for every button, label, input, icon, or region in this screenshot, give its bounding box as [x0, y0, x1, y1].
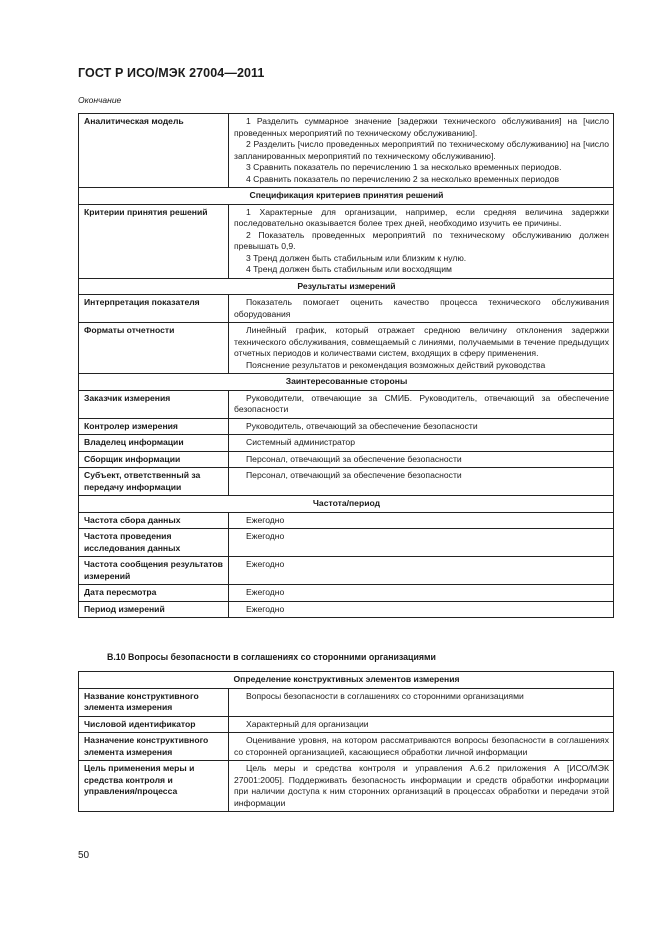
paragraph: Руководитель, отвечающий за обеспечение безопасности	[246, 420, 478, 431]
paragraph: Вопросы безопасности в соглашениях со сторонними организациями	[246, 690, 524, 701]
section-row	[79, 672, 614, 689]
document-header: ГОСТ Р ИСО/МЭК 27004—2011	[78, 66, 265, 80]
paragraph: Персонал, отвечающий за обеспечение безопасности	[246, 453, 462, 464]
table-row	[79, 557, 614, 585]
section-row	[79, 188, 614, 205]
section-row	[79, 278, 614, 295]
frequency-value	[229, 585, 614, 602]
stakeholder-label: Субъект, ответственный за передачу информации	[79, 468, 229, 496]
paragraph: Линейный график, который отражает среднюю величину отклонения задержки технического обслуживания, совмещаемый с линиями, получаемыми в течение предыдущих отчетных периодов и количествами систем, входящих в сферу применения.	[234, 325, 609, 358]
stakeholder-value	[229, 468, 614, 496]
paragraph: Характерный для организации	[246, 718, 369, 729]
construct-label: Цель применения меры и средства контроля и управления/процесса	[79, 761, 229, 812]
table-row	[79, 204, 614, 278]
frequency-value	[229, 512, 614, 529]
section-row	[79, 496, 614, 513]
section-decision-criteria: Спецификация критериев принятия решений	[79, 188, 614, 205]
paragraph: Оценивание уровня, на котором рассматриваются вопросы безопасности в соглашениях со сторонней организацией, касающиеся обработки личной информации	[234, 735, 609, 757]
frequency-value	[229, 557, 614, 585]
table-row	[79, 761, 614, 812]
construct-value	[229, 733, 614, 761]
table-row	[79, 585, 614, 602]
frequency-value	[229, 601, 614, 618]
section-stakeholders: Заинтересованные стороны	[79, 374, 614, 391]
stakeholder-value	[229, 435, 614, 452]
list-item: 3 Сравнить показатель по перечислению 1 за несколько временных периодов.	[246, 162, 562, 172]
paragraph: Персонал, отвечающий за обеспечение безопасности	[246, 470, 462, 480]
decision-criteria-label: Критерии принятия решений	[79, 204, 229, 278]
list-item: 4 Тренд должен быть стабильным или восходящим	[246, 264, 452, 274]
list-item: 2 Показатель проведенных мероприятий по техническому обслуживанию должен превышать 0,9.	[234, 229, 609, 251]
table-row	[79, 451, 614, 468]
table-row	[79, 529, 614, 557]
table-row	[79, 418, 614, 435]
stakeholder-label: Контролер измерения	[79, 418, 229, 435]
formats-value	[229, 323, 614, 374]
paragraph: Ежегодно	[246, 531, 285, 541]
analytic-model-label: Аналитическая модель	[79, 114, 229, 188]
analytic-model-value	[229, 114, 614, 188]
list-item: 3 Тренд должен быть стабильным или близким к нулю.	[246, 252, 467, 263]
stakeholder-label: Заказчик измерения	[79, 390, 229, 418]
section-b10-heading: В.10 Вопросы безопасности в соглашениях со сторонними организациями	[107, 652, 436, 662]
table-row	[79, 512, 614, 529]
paragraph: Ежегодно	[246, 587, 285, 597]
stakeholder-label: Владелец информации	[79, 435, 229, 452]
paragraph: Ежегодно	[246, 514, 285, 525]
paragraph: Ежегодно	[246, 603, 285, 614]
list-item: 4 Сравнить показатель по перечислению 2 за несколько временных периодов	[246, 173, 560, 184]
page-number: 50	[78, 850, 90, 861]
list-item: 1 Характерные для организации, например, если средняя величина задержки последовательно оказывается более трех дней, необходимо изучить ее причины.	[234, 206, 609, 228]
stakeholder-label: Сборщик информации	[79, 451, 229, 468]
construct-label: Числовой идентификатор	[79, 716, 229, 733]
construct-label: Название конструктивного элемента измерения	[79, 688, 229, 716]
list-item: 2 Разделить [число проведенных мероприятий по техническому обслуживанию] на [число запланированных мероприятий по техническому обслуживанию].	[234, 139, 609, 161]
frequency-value	[229, 529, 614, 557]
frequency-label: Частота проведения исследования данных	[79, 529, 229, 557]
construct-value	[229, 688, 614, 716]
paragraph: Пояснение результатов и рекомендация возможных действий руководства	[246, 359, 546, 370]
interpretation-value	[229, 295, 614, 323]
construct-value	[229, 761, 614, 812]
section-row	[79, 374, 614, 391]
section-results: Результаты измерений	[79, 278, 614, 295]
measure-table-b10	[78, 671, 614, 812]
list-item: 1 Разделить суммарное значение [задержки технического обслуживания] на [число проведенных мероприятий по техническому обслуживанию].	[234, 116, 609, 138]
paragraph: Цель меры и средства контроля и управления А.6.2 приложения А [ИСО/МЭК 27001:2005]. Поддерживать безопасность информации и средств обработки информации при наличии доступа к ним сторонних организаций в процессах обработки и передачи этой информации	[234, 763, 609, 808]
paragraph: Ежегодно	[246, 559, 285, 569]
paragraph: Руководители, отвечающие за СМИБ. Руководитель, отвечающий за обеспечение безопасности	[234, 392, 609, 414]
table-row	[79, 323, 614, 374]
frequency-label: Период измерений	[79, 601, 229, 618]
section-frequency: Частота/период	[79, 496, 614, 513]
paragraph: Системный администратор	[246, 437, 355, 447]
table-row	[79, 435, 614, 452]
construct-label: Назначение конструктивного элемента измерения	[79, 733, 229, 761]
paragraph: Показатель помогает оценить качество процесса технического обслуживания оборудования	[234, 297, 609, 319]
construct-value	[229, 716, 614, 733]
stakeholder-value	[229, 451, 614, 468]
table-row	[79, 468, 614, 496]
formats-label: Форматы отчетности	[79, 323, 229, 374]
table-row	[79, 601, 614, 618]
stakeholder-value	[229, 418, 614, 435]
section-definition: Определение конструктивных элементов измерения	[79, 672, 614, 689]
frequency-label: Частота сбора данных	[79, 512, 229, 529]
frequency-label: Частота сообщения результатов измерений	[79, 557, 229, 585]
stakeholder-value	[229, 390, 614, 418]
table-row	[79, 733, 614, 761]
table-row	[79, 390, 614, 418]
table-row	[79, 114, 614, 188]
table-row	[79, 688, 614, 716]
interpretation-label: Интерпретация показателя	[79, 295, 229, 323]
measure-table-continued	[78, 113, 614, 618]
decision-criteria-value	[229, 204, 614, 278]
continuation-label: Окончание	[78, 95, 122, 105]
table-row	[79, 716, 614, 733]
table-row	[79, 295, 614, 323]
frequency-label: Дата пересмотра	[79, 585, 229, 602]
